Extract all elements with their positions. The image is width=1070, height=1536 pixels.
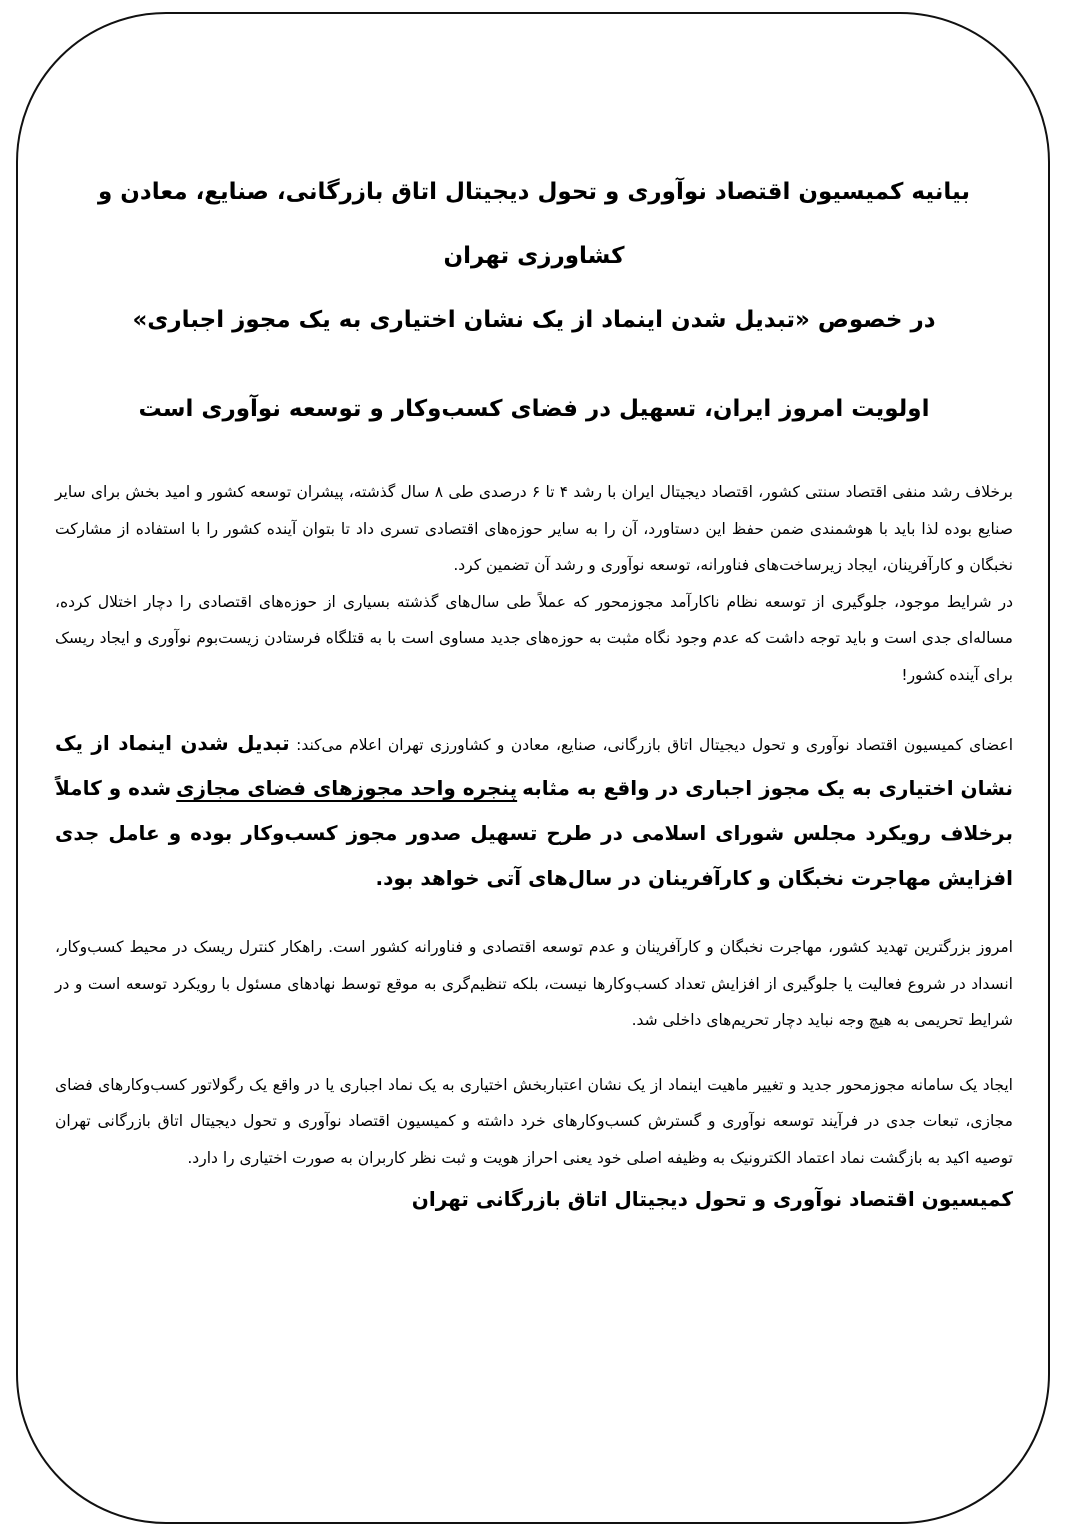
statement-title (55, 160, 1013, 352)
signature: کمیسیون اقتصاد نوآوری و تحول دیجیتال اتاق بازرگانی تهران (411, 1187, 1013, 1211)
statement-body (55, 160, 1013, 1236)
paragraph-3-emphasis-a: تبدیل شدن اینماد از یک نشان اختیاری به یک مجوز اجباری در واقع به مثابه (55, 731, 1014, 800)
section-heading: اولویت امروز ایران، تسهیل در فضای کسب‌وکار و توسعه نوآوری است (138, 396, 930, 422)
paragraph-3 (55, 721, 1013, 901)
paragraph-3-emphasis-b: شده و کاملاً برخلاف رویکرد مجلس شورای اسلامی در طرح تسهیل صدور مجوز کسب‌وکار بوده و عامل جدی افزایش مهاجرت نخبگان و کارآفرینان در سال‌های آتی خواهد بود. (55, 776, 1013, 890)
paragraph-2: در شرایط موجود، جلوگیری از توسعه نظام ناکارآمد مجوزمحور که عملاً طی سال‌های گذشته بسیاری از حوزه‌های اقتصادی را دچار اختلال کرده، مساله‌ای جدی است و باید توجه داشت که عدم وجود نگاه مثبت به حوزه‌های جدید مساوی است با به قتلگاه فرستادن زیست‌بوم نوآوری و ایجاد ریسک برای آینده کشور! (55, 592, 1013, 684)
paragraph-3-underlined-phrase: پنجره واحد مجوزهای فضای مجازی (176, 776, 518, 800)
paragraph-4: امروز بزرگترین تهدید کشور، مهاجرت نخبگان و کارآفرینان و عدم توسعه اقتصادی و فناورانه کشور است. راهکار کنترل ریسک در محیط کسب‌وکار، انسداد در شروع فعالیت یا جلوگیری از افزایش تعداد کسب‌وکارها نیست، بلکه تنظیم‌گری به موقع توسط نهادهای مسئول با رویکرد توسعه است و در شرایط تحریمی به هیچ وجه نباید دچار تحریم‌های داخلی شد. (55, 938, 1013, 1029)
paragraph-3-intro: اعضای کمیسیون اقتصاد نوآوری و تحول دیجیتال اتاق بازرگانی، صنایع، معادن و کشاورزی تهران اعلام می‌کند: (296, 736, 1013, 754)
title-line-1: بیانیه کمیسیون اقتصاد نوآوری و تحول دیجیتال اتاق بازرگانی، صنایع، معادن و کشاورزی تهران (97, 179, 971, 269)
title-line-2: در خصوص «تبدیل شدن اینماد از یک نشان اختیاری به یک مجوز اجباری» (132, 307, 936, 333)
paragraph-1: برخلاف رشد منفی اقتصاد سنتی کشور، اقتصاد دیجیتال ایران با رشد ۴ تا ۶ درصدی طی ۸ سال گذشته، پیشران توسعه کشور و امید بخش برای سایر صنایع بوده لذا باید با هوشمندی ضمن حفظ این دستاورد، آن را به سایر حوزه‌های اقتصادی تسری داد تا بتوان آینده کشور را با استفاده از مشارکت نخبگان و کارآفرینان، ایجاد زیرساخت‌های فناورانه، توسعه نوآوری و رشد آن تضمین کرد. (55, 483, 1013, 574)
paragraph-5: ایجاد یک سامانه مجوزمحور جدید و تغییر ماهیت اینماد از یک نشان اعتباربخش اختیاری به یک نماد اجباری یا در واقع یک رگولاتور کسب‌وکارهای فضای مجازی، تبعات جدی در فرآیند توسعه نوآوری و گسترش کسب‌وکارهای خرد داشته و کمیسیون اقتصاد نوآوری و تحول دیجیتال اتاق بازرگانی تهران توصیه اکید به بازگشت نماد اعتماد الکترونیک به وظیفه اصلی خود یعنی احراز هویت و ثبت نظر کاربران به صورت اختیاری را دارد. (55, 1075, 1013, 1167)
